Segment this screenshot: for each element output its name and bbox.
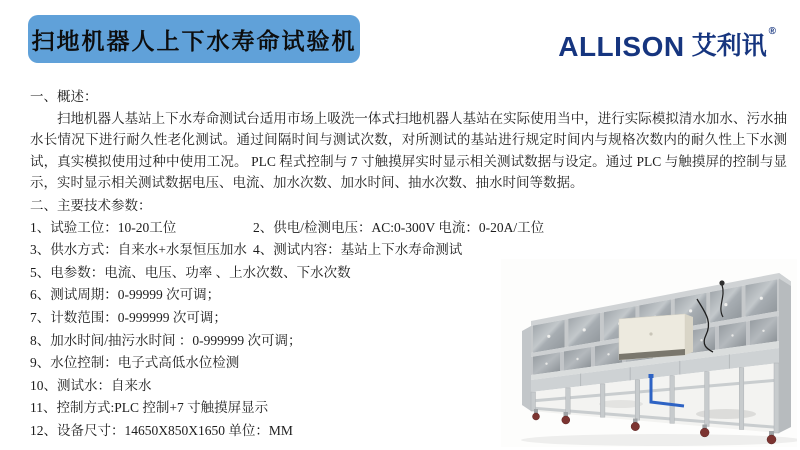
spec-item-4: 4、测试内容：基站上下水寿命测试 [253,242,463,258]
brand-logo [558,26,776,62]
page-title: 扫地机器人上下水寿命试验机 [31,28,357,54]
spec-item-12: 12、设备尺寸：14650X850X1650 单位：MM [30,422,293,438]
spec-item-9: 9、水位控制：电子式高低水位检测 [30,355,240,371]
overview-paragraph: 扫地机器人基站上下水寿命测试台适用市场上吸洗一体式扫地机器人基站在实际使用当中，进行实际模拟清水加水、污水抽水长情况下进行耐久性老化测试。通过间隔时间与测试次数，对所测试的基站进行规定时间内与规格次数内的耐久性上下水测试，真实模拟使用过种中使用工况。 PLC 程式控制与 7 寸触摸屏实时显示相关测试数据与设定。通过 PLC 与触摸屏的控制与显示，实时显示相关测试数据电压、电流、加水次数、加水时间、抽水次数、抽水时间等数据。 [30,110,787,191]
spec-item-11: 11、控制方式:PLC 控制+7 寸触摸屏显示 [30,400,269,416]
spec-item-2: 2、供电/检测电压：AC:0-300V 电流：0-20A/工位 [253,219,545,235]
specs-heading: 二、主要技术参数： [30,197,152,213]
machine-photo-illustration [501,259,797,447]
spec-item-6: 6、测试周期：0-99999 次可调； [30,287,221,303]
brand-name: ALLISON [558,31,685,62]
overview-heading: 一、概述： [30,89,98,104]
spec-item-8: 8、加水时间/抽污水时间 ：0-999999 次可调； [30,332,302,348]
spec-item-3: 3、供水方式：自来水+水泵恒压加水 [30,242,247,258]
machine-photo [501,259,797,447]
title-banner [28,15,360,63]
spec-item-7: 7、计数范围：0-999999 次可调； [30,309,227,325]
spec-item-5: 5、电参数：电流、电压、功率 、上水次数、下水次数 [30,264,351,280]
spec-item-1: 1、试验工位：10-20工位 [30,219,177,235]
spec-item-10: 10、测试水：自来水 [30,377,152,393]
registered-mark-icon: ® [768,26,776,37]
brand-name-cjk: 艾利讯 [691,32,767,60]
spec-row [30,217,787,240]
